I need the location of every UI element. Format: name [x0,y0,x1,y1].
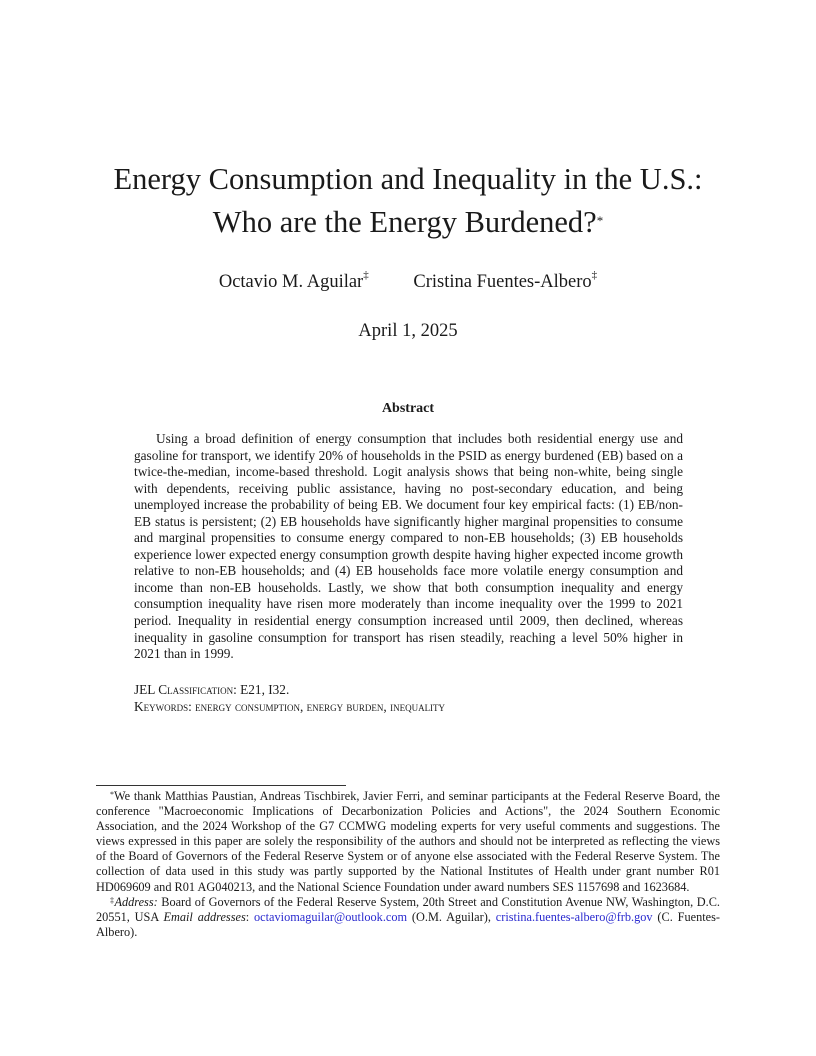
jel-classification [134,682,683,699]
abstract-body: Using a broad definition of energy consumption that includes both residential energy use and gasoline for transport, we identify 20% of households in the PSID as energy burdened (EB) based on a twice-the-median, income-based threshold. Logit analysis shows that being non-white, being single with dependents, receiving public assistance, having no post-secondary education, and being unemployed increase the probability of being EB. We document four key empirical facts: (1) EB/non-EB status is persistent; (2) EB households have significantly higher marginal propensities to consume and marginal propensities to consume energy compared to non-EB households; (3) EB households experience lower expected energy consumption growth despite having higher expected income growth relative to non-EB households; and (4) EB households face more volatile energy consumption and income than non-EB households. Lastly, we show that both consumption inequality and energy consumption inequality have risen more moderately than income inequality over the 1999 to 2021 period. Inequality in residential energy consumption increased until 2009, then declined, whereas inequality in gasoline consumption for transport has risen steadily, reaching a level 50% higher in 2021 than in 1999. [134,431,683,662]
address-text: Board of Governors of the Federal Reserve System, 20th Street and Constitution Avenue NW, Washington, D.C. 20551, USA [96,894,721,924]
abstract-heading: Abstract [381,401,435,416]
keywords-label: Keywords: [134,698,192,714]
footnote-separator [96,785,346,786]
email-label: Email addresses [163,909,246,924]
address-label: Address: [114,894,158,909]
jel-value: E21, I32. [236,682,290,697]
author-list [60,269,756,293]
author-footnote-mark[interactable]: ‡ [591,269,598,281]
footnote-mark: ‡ [110,895,115,905]
email-owner-aguilar: (O.M. Aguilar), [407,909,496,924]
keywords [134,699,683,716]
footnote-address [96,895,720,940]
author-name: Cristina Fuentes-Albero [413,272,592,292]
keywords-value: energy consumption, energy burden, inequality [191,698,446,714]
footnote-mark: * [110,790,114,799]
publication-date: April 1, 2025 [358,321,458,341]
email-link-fuentes-albero[interactable]: cristina.fuentes-albero@frb.gov [495,909,653,924]
title-line-2-text: Who are the Energy Burdened? [212,205,597,239]
title-line-1: Energy Consumption and Inequality in the U.S.: [113,162,703,196]
email-colon: : [245,909,255,924]
jel-label: JEL Classification: [134,682,237,697]
paper-title [60,158,756,244]
footnote-acknowledgements [96,789,720,895]
author-2 [413,269,598,293]
author-footnote-mark[interactable]: ‡ [363,269,369,281]
title-line-2 [60,201,756,244]
classification-block [134,682,683,715]
email-link-aguilar[interactable]: octaviomaguilar@outlook.com [254,909,408,924]
email-owner-fuentes-albero: (C. Fuentes-Albero). [96,909,721,939]
title-footnote-mark[interactable]: * [596,213,604,228]
author-name: Octavio M. Aguilar [218,272,364,292]
author-1 [218,269,369,293]
footnotes [96,789,720,940]
footnote-text: We thank Matthias Paustian, Andreas Tischbirek, Javier Ferri, and seminar participants at the Federal Reserve Board, the conference "Macroeconomic Implications of Decarbonization Policies and Actions", the 2024 Southern Economic Association, and the 2024 Workshop of the G7 CCMWG modeling experts for very useful comments and suggestions. The views expressed in this paper are solely the responsibility of the authors and should not be interpreted as reflecting the views of the Board of Governors of the Federal Reserve System or of anyone else associated with the Federal Reserve System. The collection of data used in this study was partly supported by the National Institutes of Health under grant number R01 HD069609 and R01 AG040213, and the National Science Foundation under award numbers SES 1157698 and 1623684. [96,789,720,894]
